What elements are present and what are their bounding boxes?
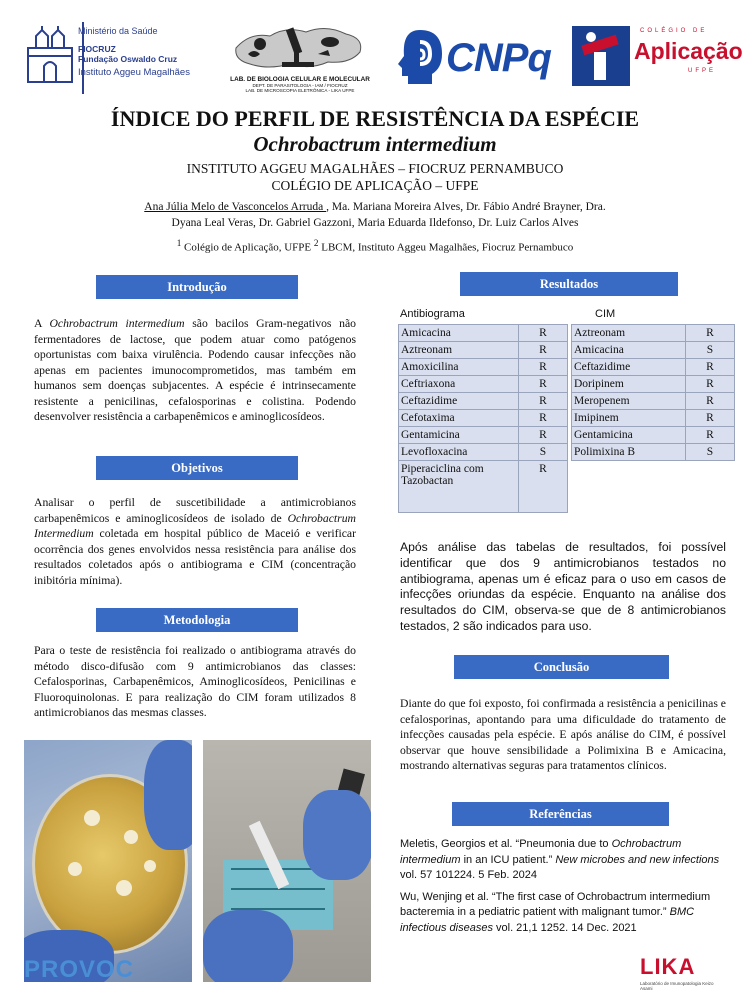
cim-result: R: [686, 325, 735, 342]
cim-result: S: [686, 444, 735, 461]
cim-row: [572, 410, 735, 427]
antibiograma-table: [398, 324, 568, 513]
section-conclusao: Conclusão: [454, 655, 669, 679]
antibiograma-row: [399, 342, 568, 359]
lead-author: Ana Júlia Melo de Vasconcelos Arruda: [144, 201, 327, 213]
referencias-list: [400, 837, 730, 943]
cim-drug: Meropenem: [572, 393, 686, 410]
resultados-analysis: Após análise das tabelas de resultados, foi possível identificar que dos 9 antimicrobianos testados no antibiograma, apenas um é eficaz para o uso em casos de infecções oriundas da espécie. Enquanto na análise dos resultados do CIM, observa-se que de 8 antimicrobianos testados, 2 são indicados para uso.: [400, 540, 726, 633]
affil-sup-1: 1: [176, 238, 182, 248]
authors-line-1: [0, 201, 750, 213]
antibiograma-result: R: [519, 410, 568, 427]
microscope-map-icon: [230, 18, 368, 76]
section-resultados: Resultados: [460, 272, 678, 296]
introducao-species: Ochrobactrum intermedium: [49, 317, 185, 330]
institution-line-1: INSTITUTO AGGEU MAGALHÃES – FIOCRUZ PERNAMBUCO: [186, 161, 564, 176]
cim-result: R: [686, 427, 735, 444]
antibiograma-result: R: [519, 427, 568, 444]
antibiograma-drug: Amicacina: [399, 325, 519, 342]
lab-logo: [230, 18, 370, 98]
antibiograma-result: R: [519, 342, 568, 359]
cim-table: [571, 324, 735, 461]
aplicacao-bottom: UFPE: [688, 68, 717, 74]
antibiograma-row: [399, 444, 568, 461]
cim-result: R: [686, 410, 735, 427]
cim-row: [572, 376, 735, 393]
aplicacao-logo: [572, 24, 743, 94]
authors-line-2: Dyana Leal Veras, Dr. Gabriel Gazzoni, Maria Eduarda Ildefonso, Dr. Luiz Carlos Alves: [171, 217, 579, 229]
cim-result: R: [686, 359, 735, 376]
cim-result: R: [686, 393, 735, 410]
fiocruz-logo: [22, 22, 222, 97]
antibiograma-drug: Levofloxacina: [399, 444, 519, 461]
lab-dept: DEPT. DE PARASITOLOGIA - IAM / FIOCRUZ: [252, 83, 348, 88]
section-objetivos: Objetivos: [96, 456, 298, 480]
affiliations: [0, 238, 750, 254]
antibiograma-row: [399, 461, 568, 513]
poster-species: Ochrobactrum intermedium: [253, 132, 497, 156]
petri-dish-photo: [24, 740, 192, 982]
aplicacao-main: Aplicação: [634, 38, 743, 64]
reference-1: Meletis, Georgios et al. “Pneumonia due to Ochrobactrum intermedium in an ICU patient.” New microbes and new infections vol. 57 101224. 5 Feb. 2024: [400, 838, 720, 882]
fiocruz-institute: Instituto Aggeu Magalhães: [78, 66, 190, 78]
cim-result: S: [686, 342, 735, 359]
cim-drug: Aztreonam: [572, 325, 686, 342]
cim-row: [572, 444, 735, 461]
cim-drug: Polimixina B: [572, 444, 686, 461]
cim-drug: Imipinem: [572, 410, 686, 427]
introducao-text: A Ochrobactrum intermedium são bacilos Gram-negativos não fermentadores de lactose, que podem atuar como patógenos oportunistas com baixa virulência. Podendo causar infecções não apenas em pacientes imunocomprometidos, mas também em humanos sem doenças subjacentes. A espécie é intrinsecamente resistente a penicilinas, cefalosporinas e colistina. Podendo desenvolver resistência a carbapenêmicos e aminoglicosídeos.: [34, 317, 357, 423]
lika-subtitle: Laboratório de Imunopatologia Keizo Asami: [640, 981, 714, 991]
affil-2: LBCM, Instituto Aggeu Magalhães, Fiocruz Pernambuco: [318, 241, 574, 254]
section-referencias: Referências: [452, 802, 669, 826]
poster-title: ÍNDICE DO PERFIL DE RESISTÊNCIA DA ESPÉCIE: [110, 106, 640, 131]
cnpq-logo: [398, 26, 558, 92]
cim-drug: Doripinem: [572, 376, 686, 393]
antibiograma-label: Antibiograma: [400, 308, 465, 320]
section-introducao: Introdução: [96, 275, 298, 299]
metodologia-text: Para o teste de resistência foi realizado o antibiograma através do método disco-difusão com 9 antimicrobianos das classes: Cefalosporinas, Carbapenêmicos, Aminoglicosídeos, Penicilinas e Fluoroquinolonas. E para realização do CIM foram utilizados 8 antimicrobianos das mesmas classes.: [34, 644, 356, 719]
antibiograma-result: R: [519, 393, 568, 410]
reference-2: Wu, Wenjing et al. “The first case of Ochrobactrum intermedium bacteremia in a pediatric patient with malignant tumor.” BMC infectious diseases vol. 21,1 1252. 14 Dec. 2021: [400, 890, 711, 934]
antibiograma-result: R: [519, 359, 568, 376]
cim-drug: Amicacina: [572, 342, 686, 359]
cim-row: [572, 359, 735, 376]
antibiograma-drug: Amoxicilina: [399, 359, 519, 376]
conclusao-text: Diante do que foi exposto, foi confirmada a resistência a penicilinas e cefalosporinas, apontando para uma dificuldade do tratamento de infecções causadas pela espécie. E após análise do CIM, é possível observar que houve sensibilidade a Polimixina B e Amicacina, mostrando alternativas seguras para tratamentos clínicos.: [400, 697, 726, 772]
cnpq-head-icon: [398, 28, 444, 86]
affil-sup-2: 2: [313, 238, 319, 248]
antibiograma-result: R: [519, 376, 568, 393]
cim-row: [572, 427, 735, 444]
lika-wordmark: LIKA: [640, 954, 696, 979]
cim-label: CIM: [595, 308, 616, 320]
fiocruz-castle-icon: [24, 24, 76, 86]
aplicacao-top: COLÉGIO DE: [640, 28, 708, 34]
fiocruz-name: FIOCRUZ: [78, 44, 116, 55]
antibiograma-drug: Aztreonam: [399, 342, 519, 359]
antibiograma-drug: Ceftriaxona: [399, 376, 519, 393]
antibiograma-result: R: [519, 461, 568, 513]
lab-microscopy: LAB. DE MICROSCOPIA ELETRÔNICA - LIKA UFPE: [245, 88, 355, 93]
cim-drug: Ceftazidime: [572, 359, 686, 376]
cim-result: R: [686, 376, 735, 393]
fiocruz-fullname: Fundação Oswaldo Cruz: [78, 54, 178, 65]
lab-rack-photo: [203, 740, 371, 982]
antibiograma-row: [399, 410, 568, 427]
cim-drug: Gentamicina: [572, 427, 686, 444]
objetivos-text: Analisar o perfil de suscetibilidade a antimicrobianos carbapenêmicos e aminoglicosídeos de isolado de Ochrobactrum Intermedium coletada em hospital público de Maceió e verificar ocorrência dos genes envolvidos nessa resistência para análise dos resultados coletados após o antibiograma e CIM (concentração inibitória mínima).: [34, 496, 356, 587]
fiocruz-ministry: Ministério da Saúde: [78, 26, 158, 36]
antibiograma-drug: Ceftazidime: [399, 393, 519, 410]
antibiograma-row: [399, 376, 568, 393]
authors-rest-1: , Ma. Mariana Moreira Alves, Dr. Fábio André Brayner, Dra.: [326, 201, 606, 213]
institution-line-2: COLÉGIO DE APLICAÇÃO – UFPE: [271, 178, 479, 193]
antibiograma-drug: Cefotaxima: [399, 410, 519, 427]
lika-logo: [640, 954, 726, 991]
antibiograma-drug: Gentamicina: [399, 427, 519, 444]
provoc-logo: PROVOC: [24, 956, 135, 983]
section-metodologia: Metodologia: [96, 608, 298, 632]
antibiograma-row: [399, 393, 568, 410]
objetivos-species: Ochrobactrum Intermedium: [34, 511, 356, 540]
antibiograma-row: [399, 359, 568, 376]
cim-row: [572, 393, 735, 410]
affil-1: Colégio de Aplicação, UFPE: [181, 241, 314, 254]
antibiograma-row: [399, 325, 568, 342]
antibiograma-drug: Piperaciclina com Tazobactan: [399, 461, 519, 513]
antibiograma-result: S: [519, 444, 568, 461]
antibiograma-row: [399, 427, 568, 444]
lab-title: LAB. DE BIOLOGIA CELULAR E MOLECULAR: [230, 76, 370, 83]
cim-row: [572, 342, 735, 359]
cnpq-wordmark: CNPq: [446, 36, 551, 80]
antibiograma-result: R: [519, 325, 568, 342]
aplicacao-emblem-icon: [572, 26, 630, 86]
cim-row: [572, 325, 735, 342]
